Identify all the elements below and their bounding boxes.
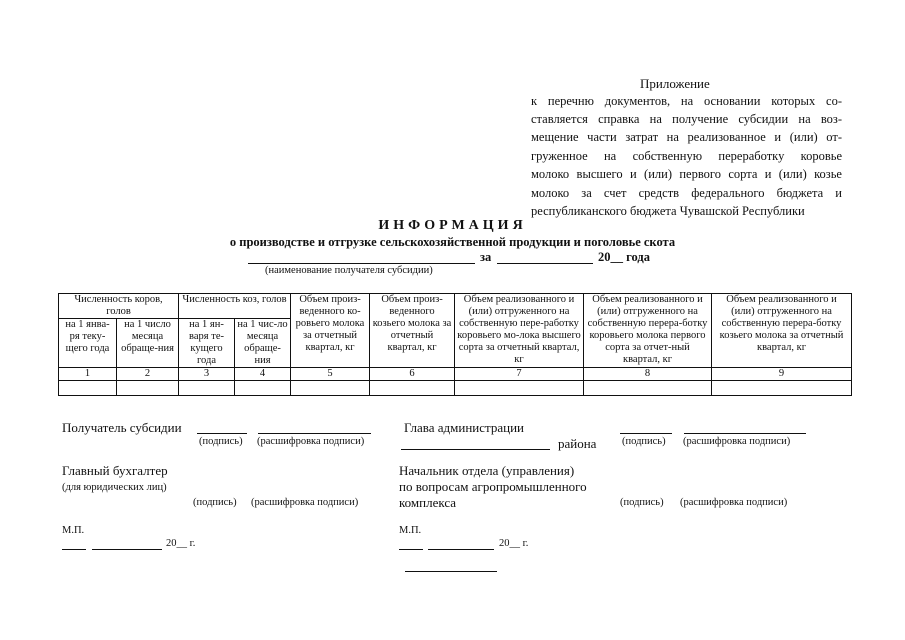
- data-cell[interactable]: [584, 381, 712, 396]
- document-title: ИНФОРМАЦИЯ: [378, 218, 527, 233]
- header-goat-milk-processed: Объем реализованного и (или) отгруженного на собственную перера-ботку козьего молока за отчетный квартал, кг: [712, 294, 852, 368]
- year-label-left: 20__ г.: [166, 538, 196, 549]
- dept-head-line-3: комплекса: [399, 495, 457, 510]
- recipient-label: Получатель субсидии: [62, 420, 182, 435]
- head-signature-caption: (подпись): [622, 436, 666, 447]
- data-cell[interactable]: [370, 381, 455, 396]
- subheader-goats-jan1: на 1 ян-варя те-кущего года: [179, 319, 235, 368]
- header-cow-milk-produced: Объем произ-веденного ко-ровьего молока за отчетный квартал, кг: [291, 294, 370, 368]
- appendix-line-1: к перечню документов, на основании которых со-: [531, 94, 842, 108]
- column-number: 5: [291, 368, 370, 381]
- accountant-signature-caption: (подпись): [193, 497, 237, 508]
- head-decoding-caption: (расшифровка подписи): [683, 436, 791, 447]
- production-table: [58, 293, 852, 396]
- data-cell[interactable]: [291, 381, 370, 396]
- period-line: [497, 263, 593, 264]
- data-cell[interactable]: [59, 381, 117, 396]
- dept-head-signature-caption: (подпись): [620, 497, 664, 508]
- appendix-line-3: мещение части затрат на реализованное и (или) от-: [531, 130, 842, 144]
- recipient-signature-line[interactable]: [197, 433, 247, 434]
- data-cell[interactable]: [455, 381, 584, 396]
- header-cows-count: Численность коров, голов: [59, 294, 179, 319]
- head-signature-line[interactable]: [620, 433, 672, 434]
- data-cell[interactable]: [235, 381, 291, 396]
- day-line-left[interactable]: [62, 549, 86, 550]
- subheader-goats-month: на 1 чис-ло месяца обраще-ния: [235, 319, 291, 368]
- recipient-decoding-caption: (расшифровка подписи): [257, 436, 365, 447]
- appendix-line-5: молоко высшего и (или) первого сорта и (или) козье: [531, 167, 842, 181]
- month-line-left[interactable]: [92, 549, 162, 550]
- head-decoding-line[interactable]: [684, 433, 806, 434]
- head-label: Глава администрации: [404, 420, 525, 435]
- header-goats-count: Численность коз, голов: [179, 294, 291, 319]
- header-goat-milk-produced: Объем произ-веденного козьего молока за отчетный квартал, кг: [370, 294, 455, 368]
- column-number: 1: [59, 368, 117, 381]
- subheader-cows-jan1: на 1 янва-ря теку-щего года: [59, 319, 117, 368]
- column-number: 7: [455, 368, 584, 381]
- recipient-decoding-line[interactable]: [258, 433, 371, 434]
- day-line-right[interactable]: [399, 549, 423, 550]
- appendix-title: Приложение: [640, 76, 710, 91]
- district-name-line[interactable]: [401, 449, 550, 450]
- recipient-caption: (наименование получателя субсидии): [265, 265, 433, 276]
- month-line-right[interactable]: [428, 549, 494, 550]
- appendix-line-4: груженное на собственную переработку коровье: [531, 149, 842, 163]
- dept-head-decoding-caption: (расшифровка подписи): [680, 497, 788, 508]
- header-cow-milk-first-grade: Объем реализованного и (или) отгруженного на собственную перера-ботку коровьего молока первого сорта за отчет-ный квартал, кг: [584, 294, 712, 368]
- data-cell[interactable]: [712, 381, 852, 396]
- header-cow-milk-top-grade: Объем реализованного и (или) отгруженного на собственную пере-работку коровьего мо-лока высшего сорта за отчетный квартал, кг: [455, 294, 584, 368]
- column-number: 2: [117, 368, 179, 381]
- period-year-label: 20__ года: [598, 250, 650, 264]
- district-label: района: [558, 436, 597, 451]
- document-subtitle: о производстве и отгрузке сельскохозяйственной продукции и поголовье скота: [229, 235, 676, 249]
- accountant-label: Главный бухгалтер: [62, 463, 168, 478]
- appendix-line-7: республиканского бюджета Чувашской Республики: [531, 204, 805, 218]
- extra-line: [405, 571, 497, 572]
- period-for-label: за: [480, 250, 492, 264]
- dept-head-line-2: по вопросам агропромышленного: [399, 479, 587, 494]
- appendix-line-6: молоко за счет средств федерального бюджета и: [531, 186, 842, 200]
- column-number: 8: [584, 368, 712, 381]
- data-cell[interactable]: [117, 381, 179, 396]
- column-number: 3: [179, 368, 235, 381]
- data-cell[interactable]: [179, 381, 235, 396]
- column-number: 6: [370, 368, 455, 381]
- recipient-signature-caption: (подпись): [199, 436, 243, 447]
- dept-head-line-1: Начальник отдела (управления): [399, 463, 575, 478]
- stamp-label-left: М.П.: [62, 525, 85, 536]
- appendix-line-2: ставляется справка на получение субсидии на воз-: [531, 112, 842, 126]
- column-number: 9: [712, 368, 852, 381]
- year-label-right: 20__ г.: [499, 538, 529, 549]
- subheader-cows-month: на 1 число месяца обраще-ния: [117, 319, 179, 368]
- accountant-decoding-caption: (расшифровка подписи): [251, 497, 359, 508]
- stamp-label-right: М.П.: [399, 525, 422, 536]
- legal-entities-label: (для юридических лиц): [62, 482, 167, 493]
- column-number: 4: [235, 368, 291, 381]
- recipient-name-line: [248, 263, 475, 264]
